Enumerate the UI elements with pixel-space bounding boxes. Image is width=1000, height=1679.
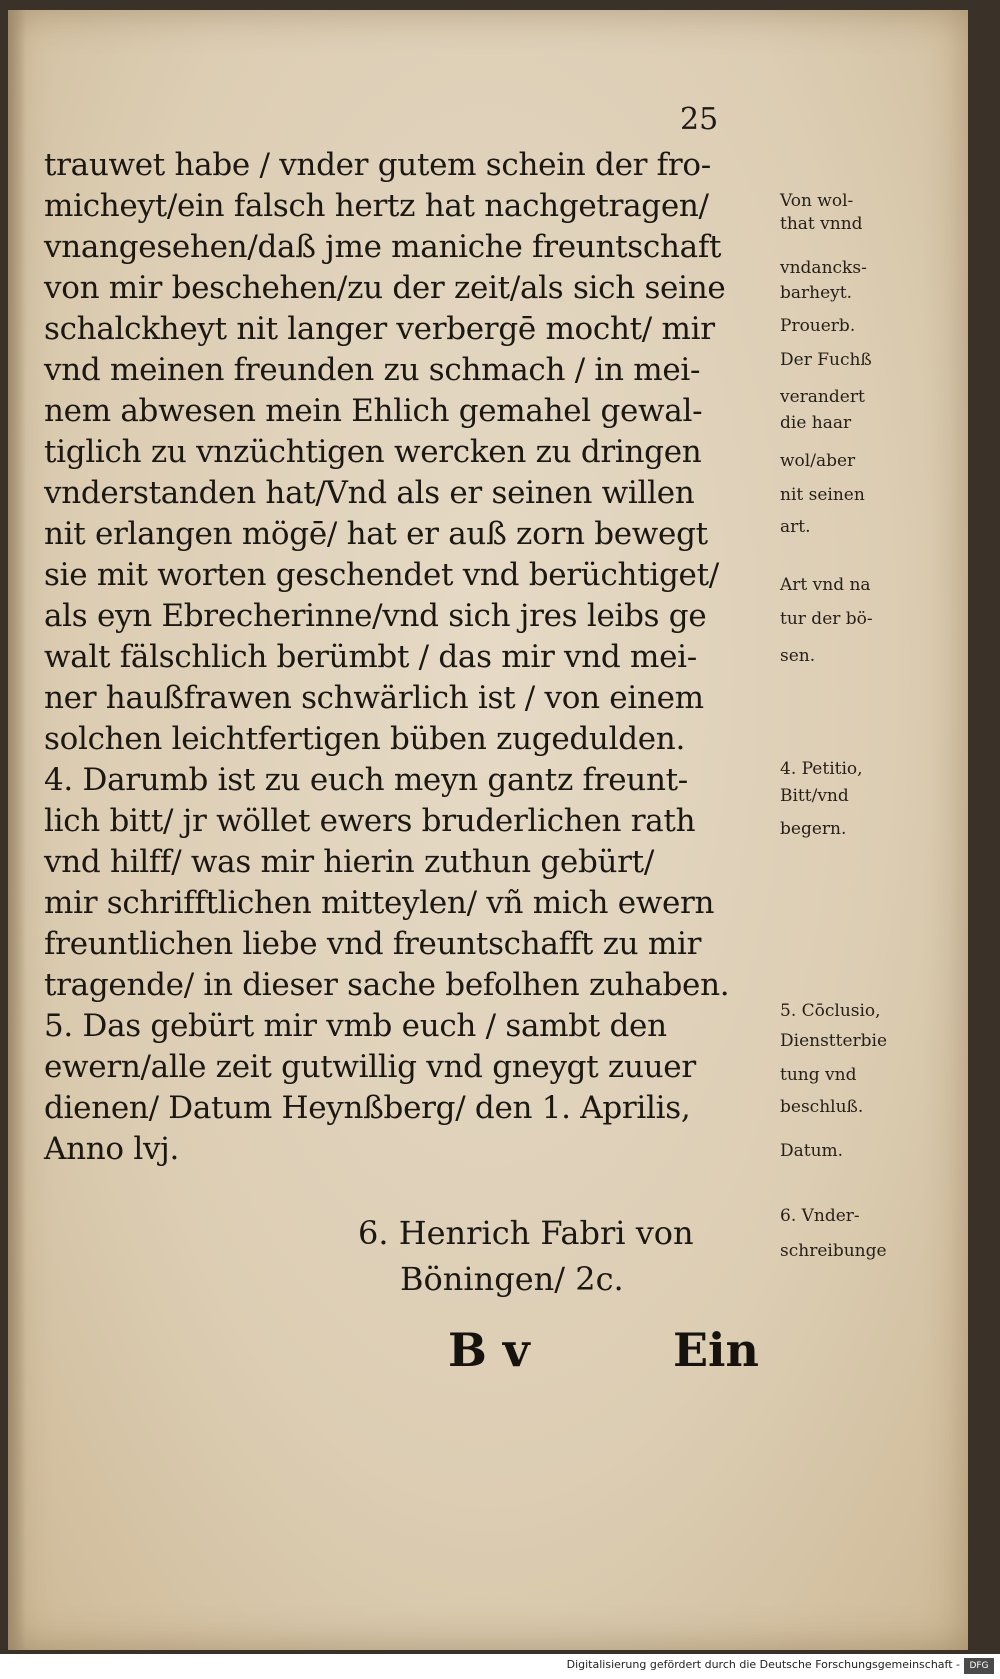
margin-note: tur der bö-	[780, 609, 873, 629]
signature-line-2: Böningen/ 2c.	[400, 1260, 624, 1298]
footer-credit: Digitalisierung gefördert durch die Deutsche Forschungsgemeinschaft -	[566, 1658, 960, 1671]
dfg-logo-icon: DFG	[964, 1658, 994, 1674]
margin-note: that vnnd	[780, 214, 863, 234]
margin-note: Datum.	[780, 1141, 844, 1161]
text-line: Anno lvj.	[44, 1131, 180, 1167]
text-line: vnd meinen freunden zu schmach / in mei-	[44, 352, 701, 388]
margin-note: beschluß.	[780, 1097, 864, 1117]
text-line: solchen leichtfertigen büben zugedulden.	[44, 721, 685, 757]
text-line: trauwet habe / vnder gutem schein der fro-	[44, 147, 711, 183]
margin-note: Art vnd na	[780, 575, 871, 595]
margin-note: 5. Cōclusio,	[780, 1001, 881, 1021]
text-line: sie mit worten geschendet vnd berüchtiget/	[44, 557, 719, 593]
text-line: lich bitt/ jr wöllet ewers bruderlichen rath	[44, 803, 696, 839]
margin-note: Von wol-	[780, 191, 854, 211]
signature-mark: B v	[448, 1323, 530, 1377]
margin-note: die haar	[780, 413, 852, 433]
footer-bar	[0, 1654, 1000, 1679]
text-line: schalckheyt nit langer verbergē mocht/ mir	[44, 311, 715, 347]
margin-note: Dienstterbie	[780, 1031, 888, 1051]
text-line: 4. Darumb ist zu euch meyn gantz freunt-	[44, 762, 688, 798]
text-line: nem abwesen mein Ehlich gemahel gewal-	[44, 393, 703, 429]
catchwords-line	[448, 1320, 808, 1380]
margin-note: nit seinen	[780, 485, 865, 505]
text-line: vnd hilff/ was mir hierin zuthun gebürt/	[44, 844, 654, 880]
catchword: Ein	[673, 1323, 759, 1377]
margin-note: tung vnd	[780, 1065, 857, 1085]
text-line: von mir beschehen/zu der zeit/als sich seine	[44, 270, 726, 306]
margin-note: Prouerb.	[780, 316, 856, 336]
margin-note: sen.	[780, 646, 816, 666]
text-line: mir schrifftlichen mitteylen/ vñ mich ewern	[44, 885, 715, 921]
margin-note: 6. Vnder-	[780, 1206, 860, 1226]
margin-note: Der Fuchß	[780, 350, 872, 370]
margin-note: Bitt/vnd	[780, 786, 849, 806]
text-line: als eyn Ebrecherinne/vnd sich jres leibs ge	[44, 598, 707, 634]
text-line: micheyt/ein falsch hertz hat nachgetragen/	[44, 188, 709, 224]
margin-note: barheyt.	[780, 283, 852, 303]
text-line: tiglich zu vnzüchtigen wercken zu dringen	[44, 434, 702, 470]
margin-note: wol/aber	[780, 451, 856, 471]
text-line: freuntlichen liebe vnd freuntschafft zu mir	[44, 926, 702, 962]
text-line: 5. Das gebürt mir vmb euch / sambt den	[44, 1008, 667, 1044]
text-line: dienen/ Datum Heynßberg/ den 1. Aprilis,	[44, 1090, 691, 1126]
margin-note: begern.	[780, 819, 847, 839]
margin-note: 4. Petitio,	[780, 759, 863, 779]
margin-note: vndancks-	[780, 258, 867, 278]
page-number: 25	[680, 102, 719, 137]
text-line: ewern/alle zeit gutwillig vnd gneygt zuuer	[44, 1049, 696, 1085]
margin-note: art.	[780, 517, 811, 537]
signature-line-1: 6. Henrich Fabri von	[358, 1214, 694, 1252]
text-line: walt fälschlich berümbt / das mir vnd mei-	[44, 639, 697, 675]
margin-note: verandert	[780, 387, 865, 407]
text-line: nit erlangen mögē/ hat er auß zorn bewegt	[44, 516, 708, 552]
book-page	[8, 10, 968, 1650]
text-line: tragende/ in dieser sache befolhen zuhaben.	[44, 967, 730, 1003]
body-text	[44, 145, 789, 1170]
text-line: ner haußfrawen schwärlich ist / von einem	[44, 680, 704, 716]
text-line: vnangesehen/daß jme maniche freuntschaft	[44, 229, 722, 265]
margin-note: schreibunge	[780, 1241, 887, 1261]
margin-notes	[780, 10, 930, 1310]
text-line: vnderstanden hat/Vnd als er seinen willen	[44, 475, 695, 511]
signature-block	[358, 1210, 758, 1302]
